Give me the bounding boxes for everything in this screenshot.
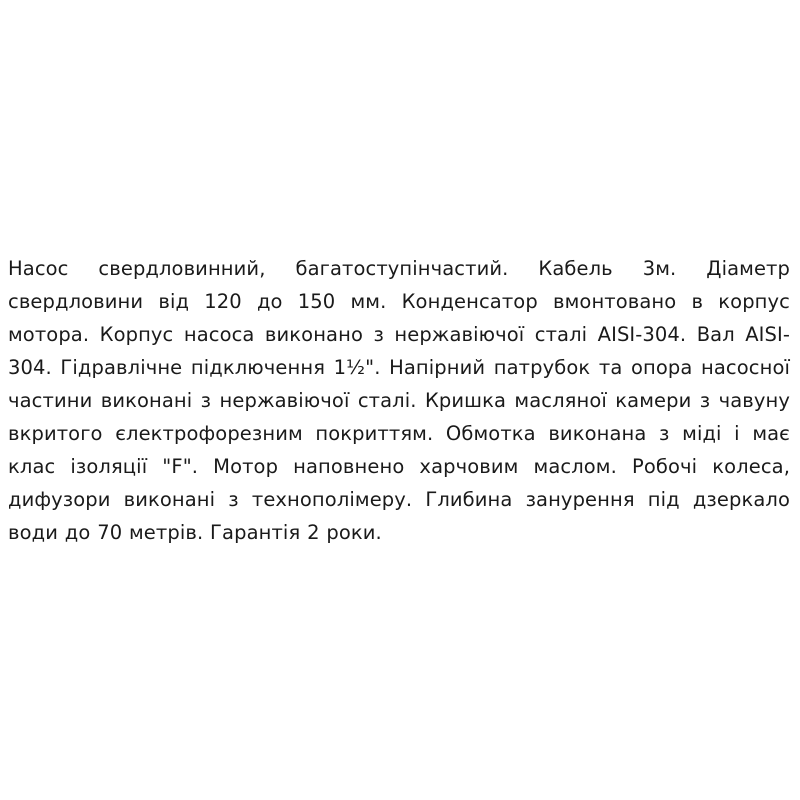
product-description-text: Насос свердловинний, багатоступінчастий. Кабель 3м. Діаметр свердловини від 120 до 150 мм. Конденсатор вмонтовано в корпус мотора. Корпус насоса виконано з нержавіючої сталі AISI-304. Вал AISI-304. Гідравлічне підключення 1½". Напірний патрубок та опора насосної частини виконані з нержавіючої сталі. Кришка масляної камери з чавуну вкритого єлектрофорезним покриттям. Обмотка виконана з міді і має клас ізоляції "F". Мотор наповнено харчовим маслом. Робочі колеса, дифузори виконані з технополімеру. Глибина занурення під дзеркало води до 70 метрів. Гарантія 2 роки. [8, 256, 790, 544]
product-description-block [0, 252, 800, 549]
